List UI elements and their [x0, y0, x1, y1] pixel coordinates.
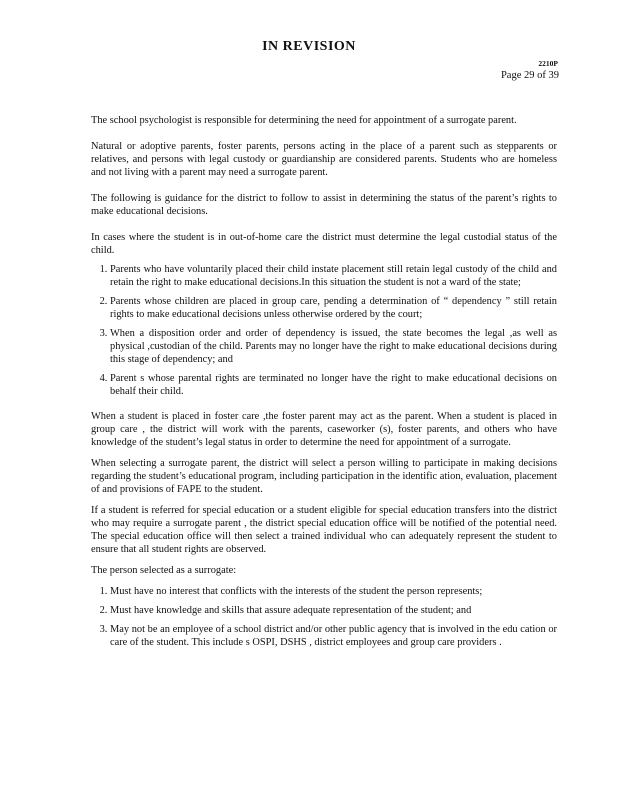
list-item: 1. Parents who have voluntarily placed their child instate placement still retain legal custody of the child and retain the right to make educational decisions.In this situation the student is not a ward of the state; — [110, 263, 557, 289]
paragraph-selecting-surrogate: When selecting a surrogate parent, the district will select a person willing to participate in making decisions regarding the student’s educational program, including participation in the identific ation, evaluation, placement of and provisions of FAPE to the student. — [91, 458, 557, 495]
page-number: Page 29 of 39 — [500, 70, 559, 81]
list-item: 4. Parent s whose parental rights are terminated no longer have the right to make educational decisions on behalf their child. — [110, 372, 557, 398]
list-item: 2. Must have knowledge and skills that assure adequate representation of the student; and — [110, 604, 557, 617]
list-item: 3. May not be an employee of a school district and/or other public agency that is involved in the edu cation or care of the student. This include s OSPI, DSHS , district employees and group care providers . — [110, 623, 557, 649]
custody-status-list — [91, 263, 557, 398]
paragraph-referral: If a student is referred for special education or a student eligible for special education transfers into the district who may require a surrogate parent , the district special education office will be notified of the potential need. The special education office will then select a trained individual who can adequately represent the student to ensure that all student rights are observed. — [91, 505, 557, 555]
policy-number: 2210P — [538, 59, 558, 68]
surrogate-criteria-list — [91, 585, 557, 649]
page-title: IN REVISION — [262, 39, 356, 54]
paragraph-foster-care: When a student is placed in foster care ,the foster parent may act as the parent. When a student is placed in group care , the district will work with the parents, caseworker (s), foster parents, and others who have knowledge of the student’s legal status in order to determine the need for appointment of a surrogate. — [91, 411, 557, 448]
paragraph-guidance: The following is guidance for the district to follow to assist in determining the status of the parent’s rights to make educational decisions. — [91, 193, 557, 217]
paragraph-parent-definition: Natural or adoptive parents, foster parents, persons acting in the place of a parent such as stepparents or relatives, and persons with legal custody or guardianship are considered parents. Students who are homeless and not living with a parent may need a surrogate parent. — [91, 141, 557, 178]
paragraph-out-of-home-care: In cases where the student is in out-of-home care the district must determine the legal custodial status of the child. — [91, 232, 557, 256]
list-item: 3. When a disposition order and order of dependency is issued, the state becomes the legal ,as well as physical ,custodian of the child. Parents may no longer have the right to make educational decisions during this stage of dependency; and — [110, 327, 557, 366]
list-item: 2. Parents whose children are placed in group care, pending a determination of “ dependency ” still retain rights to make educational decisions unless otherwise ordered by the court; — [110, 295, 557, 321]
document-body — [91, 114, 557, 661]
paragraph-surrogate-criteria-intro: The person selected as a surrogate: — [91, 565, 237, 576]
list-item: 1. Must have no interest that conflicts with the interests of the student the person represents; — [110, 585, 557, 598]
paragraph-psychologist: The school psychologist is responsible for determining the need for appointment of a surrogate parent. — [91, 115, 517, 126]
